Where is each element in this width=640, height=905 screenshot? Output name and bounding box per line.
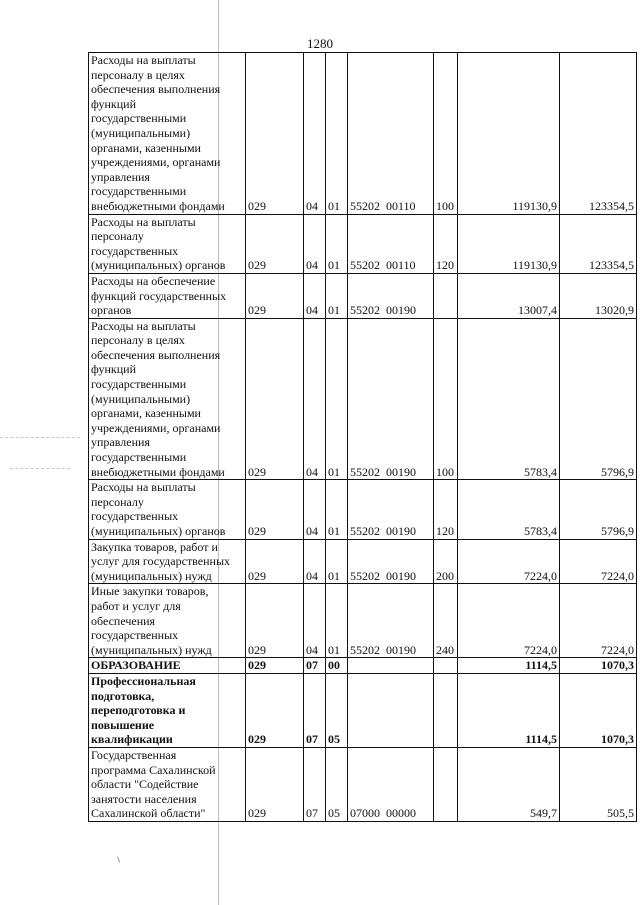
section-code: 04 — [304, 318, 326, 480]
amount-year-1: 119130,9 — [458, 214, 560, 273]
row-name-line: (муниципальными) — [91, 391, 191, 406]
target-code — [348, 673, 434, 747]
table-row — [89, 658, 637, 674]
row-name — [89, 480, 246, 539]
ministry-code: 029 — [246, 318, 304, 480]
row-name-line: персоналу — [91, 229, 144, 244]
row-name-line: (муниципальных) органов — [91, 524, 226, 538]
expense-type-code: 240 — [434, 584, 458, 658]
amount-year-2: 1070,3 — [560, 658, 637, 674]
row-name-line: государственных — [91, 509, 179, 524]
amount-year-1: 119130,9 — [458, 53, 560, 215]
amount-year-2: 123354,5 — [560, 53, 637, 215]
amount-year-2: 123354,5 — [560, 214, 637, 273]
amount-year-2: 13020,9 — [560, 273, 637, 318]
subsection-code: 01 — [326, 584, 348, 658]
row-name-line: учреждениями, органами — [91, 420, 221, 435]
row-name-line: программа Сахалинской — [91, 762, 216, 777]
target-code — [348, 658, 434, 674]
amount-year-1: 13007,4 — [458, 273, 560, 318]
expense-type-code: 200 — [434, 539, 458, 584]
row-name-line: ОБРАЗОВАНИЕ — [91, 658, 181, 673]
target-code: 55202 00190 — [348, 480, 434, 539]
row-name-line: обеспечения — [91, 613, 156, 628]
row-name-line: Расходы на выплаты — [91, 53, 196, 67]
row-name-line: функций — [91, 96, 136, 111]
ministry-code: 029 — [246, 214, 304, 273]
row-name-line: услуг для государственных — [91, 554, 231, 569]
row-name-line: области "Содействие — [91, 777, 199, 792]
row-name-line: обеспечения выполнения — [91, 82, 221, 97]
row-name-line: органами, казенными — [91, 406, 201, 421]
row-name-line: (муниципальных) органов — [91, 258, 226, 273]
target-code: 55202 00110 — [348, 214, 434, 273]
subsection-code: 01 — [326, 53, 348, 215]
row-name-line: повышение — [91, 717, 155, 732]
amount-year-1: 5783,4 — [458, 480, 560, 539]
section-code: 07 — [304, 673, 326, 747]
scan-artifact-dots — [10, 468, 70, 469]
table-row — [89, 480, 637, 539]
amount-year-1: 5783,4 — [458, 318, 560, 480]
amount-year-2: 5796,9 — [560, 318, 637, 480]
row-name-line: учреждениями, органами — [91, 155, 221, 170]
row-name — [89, 539, 246, 584]
ministry-code: 029 — [246, 273, 304, 318]
expense-type-code: 120 — [434, 214, 458, 273]
ministry-code: 029 — [246, 747, 304, 821]
section-code: 07 — [304, 747, 326, 821]
table-row — [89, 673, 637, 747]
row-name-line: внебюджетными фондами — [91, 198, 225, 213]
subsection-code: 00 — [326, 658, 348, 674]
row-name-line: квалификации — [91, 732, 173, 747]
amount-year-2: 1070,3 — [560, 673, 637, 747]
amount-year-1: 7224,0 — [458, 584, 560, 658]
row-name-line: Иные закупки товаров, — [91, 584, 209, 599]
subsection-code: 05 — [326, 673, 348, 747]
section-code: 04 — [304, 584, 326, 658]
section-code: 04 — [304, 53, 326, 215]
table-row — [89, 747, 637, 821]
scan-artifact-mark — [117, 855, 123, 862]
section-code: 04 — [304, 539, 326, 584]
section-code: 04 — [304, 214, 326, 273]
expense-type-code — [434, 273, 458, 318]
row-name-line: государственных — [91, 243, 179, 258]
row-name-line: Профессиональная — [91, 673, 196, 688]
row-name-line: государственными — [91, 450, 187, 465]
row-name — [89, 747, 246, 821]
ministry-code: 029 — [246, 53, 304, 215]
budget-table — [88, 52, 637, 822]
row-name-line: (муниципальными) — [91, 125, 191, 140]
row-name-line: внебюджетными фондами — [91, 464, 225, 479]
subsection-code: 01 — [326, 318, 348, 480]
row-name-line: государственных — [91, 628, 179, 643]
budget-table-body — [89, 53, 637, 822]
row-name-line: работ и услуг для — [91, 598, 181, 613]
section-code: 04 — [304, 480, 326, 539]
target-code: 55202 00190 — [348, 273, 434, 318]
row-name-line: Сахалинской области" — [91, 806, 206, 821]
subsection-code: 01 — [326, 480, 348, 539]
row-name-line: функций — [91, 362, 136, 377]
target-code: 07000 00000 — [348, 747, 434, 821]
ministry-code: 029 — [246, 480, 304, 539]
row-name-line: государственными — [91, 377, 187, 392]
amount-year-2: 7224,0 — [560, 584, 637, 658]
target-code: 55202 00110 — [348, 53, 434, 215]
row-name-line: Государственная — [91, 747, 177, 762]
table-row — [89, 214, 637, 273]
row-name — [89, 53, 246, 215]
row-name-line: персоналу — [91, 494, 144, 509]
row-name-line: управления — [91, 169, 150, 184]
row-name-line: государственными — [91, 111, 187, 126]
row-name — [89, 318, 246, 480]
row-name — [89, 273, 246, 318]
row-name-line: управления — [91, 435, 150, 450]
amount-year-2: 505,5 — [560, 747, 637, 821]
target-code: 55202 00190 — [348, 539, 434, 584]
row-name — [89, 658, 246, 674]
row-name-line: Расходы на выплаты — [91, 318, 196, 333]
row-name-line: персоналу в целях — [91, 333, 185, 348]
row-name-line: переподготовка и — [91, 703, 186, 718]
row-name-line: Расходы на выплаты — [91, 214, 196, 229]
row-name-line: Расходы на выплаты — [91, 480, 196, 495]
row-name-line: занятости населения — [91, 791, 197, 806]
row-name — [89, 214, 246, 273]
amount-year-1: 1114,5 — [458, 658, 560, 674]
ministry-code: 029 — [246, 673, 304, 747]
row-name-line: (муниципальных) нужд — [91, 568, 212, 583]
amount-year-1: 549,7 — [458, 747, 560, 821]
target-code: 55202 00190 — [348, 584, 434, 658]
subsection-code: 01 — [326, 539, 348, 584]
scan-artifact-dots — [0, 437, 80, 438]
target-code: 55202 00190 — [348, 318, 434, 480]
expense-type-code — [434, 747, 458, 821]
row-name-line: Закупка товаров, работ и — [91, 539, 218, 554]
table-row — [89, 584, 637, 658]
row-name-line: органами, казенными — [91, 140, 201, 155]
row-name-line: государственными — [91, 184, 187, 199]
row-name-line: органов — [91, 303, 132, 318]
row-name-line: (муниципальных) нужд — [91, 642, 212, 657]
section-code: 04 — [304, 273, 326, 318]
ministry-code: 029 — [246, 539, 304, 584]
row-name-line: обеспечения выполнения — [91, 347, 221, 362]
expense-type-code: 100 — [434, 53, 458, 215]
table-row — [89, 539, 637, 584]
amount-year-1: 7224,0 — [458, 539, 560, 584]
expense-type-code: 120 — [434, 480, 458, 539]
amount-year-2: 7224,0 — [560, 539, 637, 584]
expense-type-code — [434, 673, 458, 747]
table-row — [89, 273, 637, 318]
amount-year-1: 1114,5 — [458, 673, 560, 747]
row-name — [89, 584, 246, 658]
row-name-line: персоналу в целях — [91, 67, 185, 82]
table-row — [89, 53, 637, 215]
ministry-code: 029 — [246, 584, 304, 658]
expense-type-code: 100 — [434, 318, 458, 480]
amount-year-2: 5796,9 — [560, 480, 637, 539]
ministry-code: 029 — [246, 658, 304, 674]
subsection-code: 05 — [326, 747, 348, 821]
expense-type-code — [434, 658, 458, 674]
row-name-line: Расходы на обеспечение — [91, 273, 216, 288]
row-name — [89, 673, 246, 747]
row-name-line: подготовка, — [91, 688, 155, 703]
section-code: 07 — [304, 658, 326, 674]
row-name-line: функций государственных — [91, 288, 227, 303]
table-row — [89, 318, 637, 480]
subsection-code: 01 — [326, 273, 348, 318]
subsection-code: 01 — [326, 214, 348, 273]
page-number: 1280 — [307, 36, 333, 51]
